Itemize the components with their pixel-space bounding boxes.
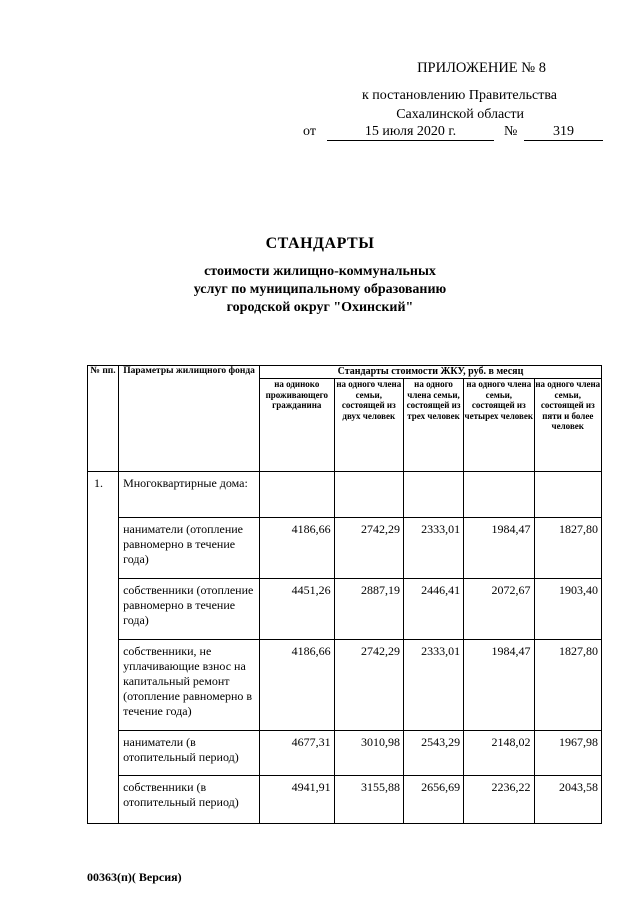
appendix-line-region: Сахалинской области: [396, 107, 524, 122]
decree-date-row: [303, 124, 603, 144]
value-cell: 2333,01: [404, 640, 464, 731]
table-row: [88, 776, 602, 824]
value-cell: 4186,66: [259, 640, 334, 731]
value-cell: 2656,69: [404, 776, 464, 824]
value-cell: 1984,47: [464, 518, 534, 579]
date-label: от: [303, 124, 316, 139]
value-cell: 2742,29: [334, 640, 403, 731]
header-family-2: на одного члена семьи, состоящей из двух человек: [334, 379, 403, 472]
value-cell: 2236,22: [464, 776, 534, 824]
header-standards-group: Стандарты стоимости ЖКУ, руб. в месяц: [259, 366, 601, 379]
decree-number: 319: [524, 124, 603, 141]
value-cell: 2072,67: [464, 579, 534, 640]
document-subtitle-3: городской округ "Охинский": [226, 300, 414, 315]
standards-table: [87, 365, 602, 824]
table-row: [88, 731, 602, 776]
value-cell: 2742,29: [334, 518, 403, 579]
section-label: Многоквартирные дома:: [119, 472, 260, 518]
header-single: на одиноко проживающего гражданина: [259, 379, 334, 472]
header-number: № пп.: [88, 366, 119, 472]
section-number: 1.: [88, 472, 119, 824]
number-label: №: [504, 124, 518, 139]
table-row-section: [88, 472, 602, 518]
document-title: СТАНДАРТЫ: [265, 235, 375, 252]
value-cell: 3010,98: [334, 731, 403, 776]
value-cell: 4941,91: [259, 776, 334, 824]
value-cell: 3155,88: [334, 776, 403, 824]
row-label: собственники, не уплачивающие взнос на капитальный ремонт (отопление равномерно в течение года): [119, 640, 260, 731]
value-cell: 1984,47: [464, 640, 534, 731]
table-row: [88, 518, 602, 579]
document-version-footer: 00363(п)( Версия): [87, 870, 182, 884]
header-family-3: на одного члена семьи, состоящей из трех человек: [404, 379, 464, 472]
value-cell: 2333,01: [404, 518, 464, 579]
appendix-line-decree: к постановлению Правительства: [361, 88, 557, 103]
value-cell: 1903,40: [534, 579, 601, 640]
table-row: [88, 640, 602, 731]
value-cell: 1967,98: [534, 731, 601, 776]
value-cell: 1827,80: [534, 518, 601, 579]
header-family-5: на одного члена семьи, состоящей из пяти и более человек: [534, 379, 601, 472]
appendix-title: ПРИЛОЖЕНИЕ № 8: [417, 60, 546, 76]
decree-date: 15 июля 2020 г.: [327, 124, 494, 141]
document-subtitle-1: стоимости жилищно-коммунальных: [204, 264, 436, 279]
value-cell: 4451,26: [259, 579, 334, 640]
row-label: собственники (отопление равномерно в течение года): [119, 579, 260, 640]
header-family-4: на одного члена семьи, состоящей из четырех человек: [464, 379, 534, 472]
value-cell: 4186,66: [259, 518, 334, 579]
value-cell: 2543,29: [404, 731, 464, 776]
row-label: наниматели (в отопительный период): [119, 731, 260, 776]
document-subtitle-2: услуг по муниципальному образованию: [193, 282, 447, 297]
value-cell: 2043,58: [534, 776, 601, 824]
header-parameters: Параметры жилищного фонда: [119, 366, 260, 472]
table-row: [88, 579, 602, 640]
row-label: наниматели (отопление равномерно в течение года): [119, 518, 260, 579]
value-cell: 2887,19: [334, 579, 403, 640]
value-cell: 2148,02: [464, 731, 534, 776]
value-cell: 4677,31: [259, 731, 334, 776]
row-label: собственники (в отопительный период): [119, 776, 260, 824]
value-cell: 2446,41: [404, 579, 464, 640]
value-cell: 1827,80: [534, 640, 601, 731]
